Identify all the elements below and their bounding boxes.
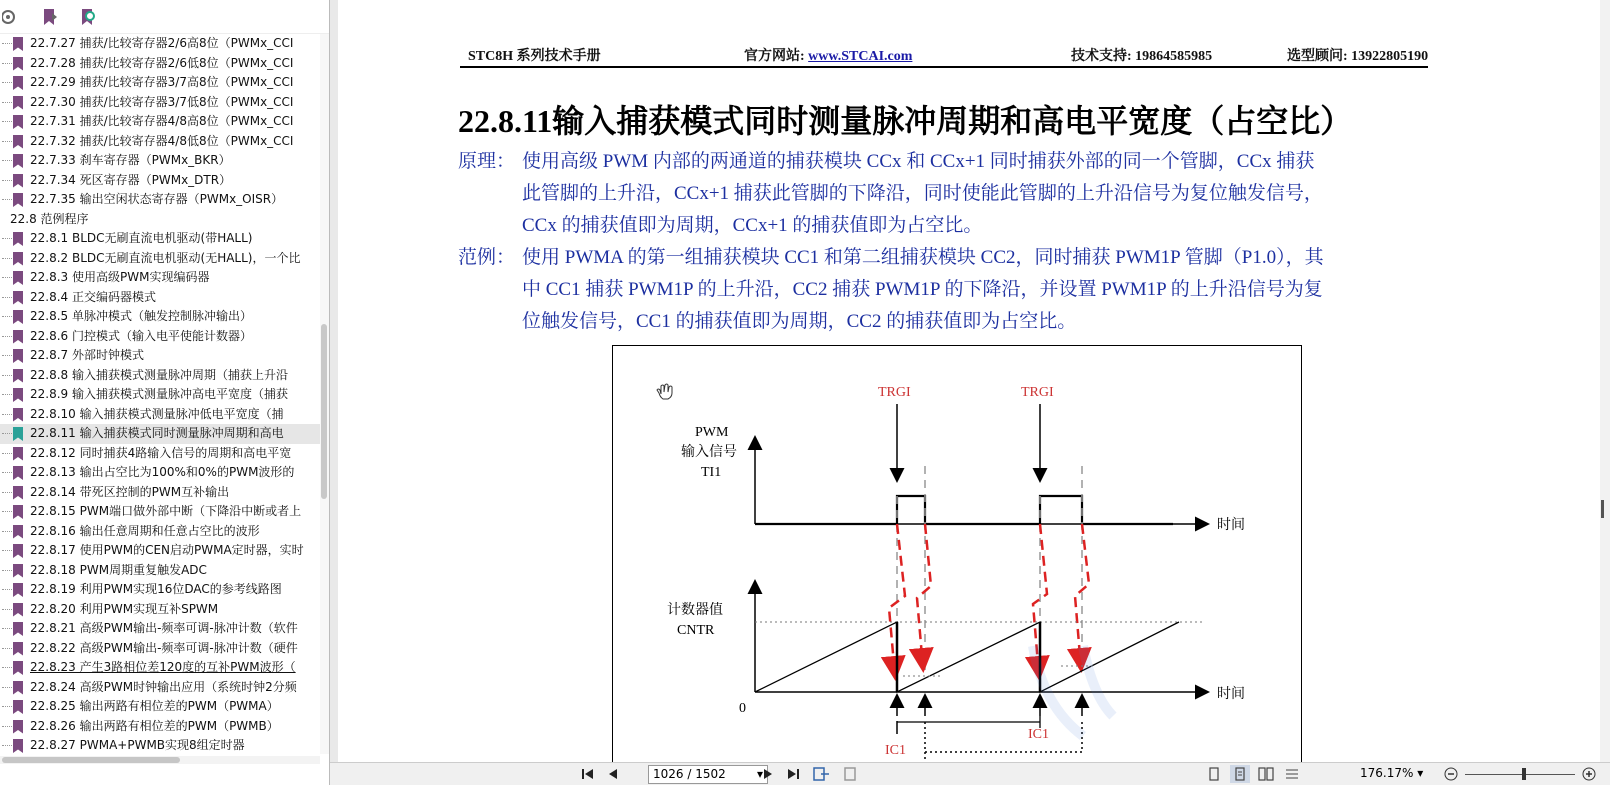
bookmark-icon [13,622,23,636]
bookmark-label: 22.8.8 输入捕获模式测量脉冲周期（捕获上升沿 [30,367,288,382]
bookmark-label: 22.8.5 单脉冲模式（触发控制脉冲输出） [30,309,252,323]
pwm-input-label: PWM [695,425,729,440]
zoom-in-icon[interactable] [1580,765,1598,783]
principle-line: 使用高级 PWM 内部的两通道的捕获模块 CCx 和 CCx+1 同时捕获外部的同一个管脚，CCx 捕获 [522,151,1315,172]
counter-sawtooth [755,622,1179,692]
page-dropdown-icon[interactable]: ▾ [756,767,763,781]
bookmark-item[interactable] [0,483,320,503]
bookmark-label: 22.8.4 正交编码器模式 [30,289,156,304]
sidebar-toolbar [0,0,329,34]
zoom-slider[interactable] [1465,774,1575,775]
bookmark-icon [13,661,23,675]
pwm-input-label: 输入信号 [681,445,737,460]
bookmark-item[interactable] [0,229,320,249]
bookmark-item[interactable] [0,151,320,171]
bookmark-label: 22.8 范例程序 [10,211,89,226]
bookmark-item[interactable] [0,717,320,737]
bookmark-item[interactable] [0,658,320,678]
bookmark-item[interactable] [0,366,320,386]
edge-guide-lines [897,466,1082,676]
ic1-label: IC1 [1028,727,1049,742]
bookmark-icon [13,642,23,656]
bookmark-label: 22.8.16 输出任意周期和任意占空比的波形 [30,523,260,538]
bookmark-label: 22.7.31 捕获/比较寄存器4/8高8位（PWMx_CCI [30,114,294,128]
zoom-out-icon[interactable] [1442,765,1460,783]
section-title: 22.8.11输入捕获模式同时测量脉冲周期和高电平宽度（占空比） [458,103,1353,139]
bookmark-item[interactable] [0,522,320,542]
header-advisor: 选型顾问: 13922805190 [1287,49,1429,64]
document-viewer[interactable] [338,0,1600,762]
bookmark-item[interactable] [0,93,320,113]
bookmark-item[interactable] [0,268,320,288]
bookmark-label: 22.7.35 输出空闲状态寄存器（PWMx_OISR） [30,192,284,206]
sidebar-scrollbar[interactable] [320,34,329,754]
time-axis-label: 时间 [1217,687,1245,702]
last-page-icon[interactable] [785,765,801,783]
continuous-view-icon[interactable] [1230,765,1250,783]
bookmark-item[interactable] [0,561,320,581]
bookmark-label: 22.8.1 BLDC无刷直流电机驱动(带HALL) [30,231,253,245]
bookmark-icon [13,291,23,305]
bookmark-item[interactable] [0,112,320,132]
bookmark-label: 22.8.20 利用PWM实现互补SPWM [30,601,219,616]
bookmark-label: 22.8.19 利用PWM实现16位DAC的参考线路图 [30,582,282,596]
zoom-level-text: 176.17% [1360,766,1414,780]
header-rule [460,66,1428,68]
bookmark-item[interactable] [0,639,320,659]
example-paragraph [458,242,1438,338]
previous-view-icon[interactable] [812,765,832,783]
sidebar-horizontal-scroll-thumb[interactable] [2,757,180,763]
bookmark-icon [13,349,23,363]
bookmark-icon [13,486,23,500]
bookmark-label: 22.8.17 使用PWM的CEN启动PWMA定时器，实时 [30,543,304,557]
bookmark-item[interactable] [0,385,320,405]
bookmark-label: 22.8.11 输入捕获模式同时测量脉冲周期和高电 [30,426,284,440]
bookmark-label: 22.8.14 带死区控制的PWM互补输出 [30,484,230,499]
bookmark-label: 22.8.24 高级PWM时钟输出应用（系统时钟2分频 [30,679,297,694]
bookmark-label: 22.7.29 捕获/比较寄存器3/7高8位（PWMx_CCI [30,75,294,89]
bookmark-icon [13,700,23,714]
previous-page-icon[interactable] [605,765,621,783]
bookmark-label: 22.8.18 PWM周期重复触发ADC [30,562,207,577]
bookmark-item[interactable] [0,34,320,54]
bookmark-icon [13,193,23,207]
bookmark-label: 22.8.9 输入捕获模式测量脉冲高电平宽度（捕获 [30,387,288,401]
next-page-icon[interactable] [760,765,776,783]
bookmark-icon [13,603,23,617]
bookmark-icon [13,739,23,753]
ic1-label: IC1 [885,743,906,758]
bookmark-icon [13,330,23,344]
example-label: 范例： [458,247,516,268]
two-page-continuous-icon[interactable] [1282,765,1302,783]
bookmark-icon [13,427,23,441]
bookmark-icon [13,388,23,402]
bookmark-icon [13,408,23,422]
header-website-label: 官方网站: [744,49,809,64]
bookmark-item[interactable] [0,54,320,74]
bookmark-label: 22.8.22 高级PWM输出-频率可调-脉冲计数（硬件 [30,640,298,655]
stc-watermark [1033,646,1113,736]
bookmark-item[interactable] [0,288,320,308]
principle-line: 此管脚的上升沿，CCx+1 捕获此管脚的下降沿，同时使能此管脚的上升沿信号为复位触发信号， [522,183,1323,204]
bookmark-section[interactable] [0,210,320,230]
time-axis-label: 时间 [1217,518,1245,533]
bookmark-icon [13,447,23,461]
principle-paragraph [458,146,1438,242]
bookmark-label: 22.8.27 PWMA+PWMB实现8组定时器 [30,738,245,752]
page-number-field[interactable] [648,765,768,784]
bookmark-item[interactable] [0,132,320,152]
bookmark-icon [13,135,23,149]
bookmark-item[interactable] [0,424,320,444]
bookmark-icon [13,96,23,110]
bookmark-icon [13,310,23,324]
bookmark-item[interactable] [0,190,320,210]
bookmark-item[interactable] [0,600,320,620]
counter-label: CNTR [677,623,715,638]
first-page-icon[interactable] [580,765,596,783]
bookmark-label: 22.8.7 外部时钟模式 [30,348,144,362]
bookmark-icon [13,564,23,578]
sidebar-scroll-thumb[interactable] [321,324,327,499]
bookmark-item[interactable] [0,307,320,327]
example-line: 使用 PWMA 的第一组捕获模块 CC1 和第二组捕获模块 CC2，同时捕获 PWM1P 管脚（P1.0），其 [522,247,1324,268]
bookmark-label: 22.8.6 门控模式（输入电平使能计数器） [30,328,252,343]
add-bookmark-icon[interactable] [40,7,60,27]
example-line: 中 CC1 捕获 PWM1P 的上升沿，CC2 捕获 PWM1P 的下降沿，并设置 PWM1P 的上升沿信号为复 [522,279,1323,300]
bookmark-icon [13,271,23,285]
bookmark-label: 22.8.3 使用高级PWM实现编码器 [30,270,210,284]
bookmark-icon [13,37,23,51]
bookmark-icon [13,466,23,480]
expand-all-icon[interactable] [2,7,22,27]
capture-trigger-arrows [889,524,1089,676]
bookmark-item[interactable] [0,697,320,717]
bookmark-label: 22.7.33 刹车寄存器（PWMx_BKR） [30,153,231,167]
bookmark-icon [13,174,23,188]
viewer-gutter [330,0,338,762]
bookmark-icon [13,115,23,129]
bookmark-item[interactable] [0,73,320,93]
bookmark-label: 22.7.30 捕获/比较寄存器3/7低8位（PWMx_CCI [30,94,294,109]
bookmark-item[interactable] [0,405,320,425]
sidebar-horizontal-scrollbar[interactable] [0,756,320,764]
bookmark-label: 22.7.27 捕获/比较寄存器2/6高8位（PWMx_CCI [30,36,294,50]
bookmark-icon [13,369,23,383]
bookmark-icon [13,232,23,246]
bookmark-item[interactable] [0,171,320,191]
single-page-view-icon[interactable] [1205,765,1223,783]
bookmark-sidebar [0,0,330,785]
bookmark-icon [13,720,23,734]
two-page-view-icon[interactable] [1256,765,1276,783]
bookmark-icon [13,505,23,519]
header-website [744,45,912,65]
bookmark-tree [0,34,320,754]
bookmark-label: 22.8.21 高级PWM输出-频率可调-脉冲计数（软件 [30,621,298,635]
zoom-dropdown-icon[interactable]: ▾ [1417,766,1424,780]
find-bookmark-icon[interactable] [78,7,98,27]
bookmark-label: 22.8.12 同时捕获4路输入信号的周期和高电平宽 [30,445,292,460]
zoom-level[interactable] [1360,766,1423,780]
bookmark-icon [13,252,23,266]
bookmark-label: 22.7.28 捕获/比较寄存器2/6低8位（PWMx_CCI [30,55,294,70]
capture-timing-diagram [612,345,1302,762]
viewer-scroll-marker[interactable] [1601,500,1604,518]
header-manual-title: STC8H 系列技术手册 [468,49,601,64]
principle-label: 原理： [458,151,516,172]
bookmark-label: 22.7.34 死区寄存器（PWMx_DTR） [30,172,232,187]
timing-diagram-svg [613,346,1303,762]
bookmark-icon [13,76,23,90]
bookmark-label: 22.8.13 输出占空比为100%和0%的PWM波形的 [30,465,295,479]
header-support: 技术支持: 19864585985 [1071,49,1213,64]
bookmark-item[interactable] [0,619,320,639]
bookmark-label: 22.8.23 产生3路相位差120度的互补PWM波形（ [30,660,296,674]
bookmark-icon [13,583,23,597]
bookmark-item[interactable] [0,327,320,347]
next-view-icon[interactable] [838,765,858,783]
counter-label: 计数器值 [667,603,723,618]
trgi-label: TRGI [1021,385,1054,400]
bookmark-icon [13,154,23,168]
bookmark-item[interactable] [0,678,320,698]
page-number-text: 1026 / 1502 [653,767,726,781]
principle-line: CCx 的捕获值即为周期，CCx+1 的捕获值即为占空比。 [522,215,983,236]
bookmark-icon [13,57,23,71]
bookmark-icon [13,544,23,558]
bookmark-label: 22.8.2 BLDC无刷直流电机驱动(无HALL)，一个比 [30,250,301,265]
pwm-pulse-waveform [755,496,1173,524]
bookmark-item[interactable] [0,463,320,483]
bookmark-label: 22.8.25 输出两路有相位差的PWM（PWMA） [30,699,279,713]
pwm-input-label: TI1 [701,465,722,480]
bookmark-icon [13,681,23,695]
zoom-slider-knob[interactable] [1522,768,1526,780]
bookmark-icon [13,525,23,539]
bookmark-label: 22.8.26 输出两路有相位差的PWM（PWMB） [30,718,279,733]
example-line: 位触发信号，CC1 的捕获值即为周期，CC2 的捕获值即为占空比。 [522,311,1077,332]
bookmark-item[interactable] [0,580,320,600]
bookmark-item[interactable] [0,736,320,754]
bookmark-item[interactable] [0,444,320,464]
website-link[interactable]: www.STCAI.com [808,49,913,64]
navigation-bar [330,762,1610,785]
bookmark-item[interactable] [0,502,320,522]
bookmark-item[interactable] [0,541,320,561]
hand-cursor-icon [657,384,672,399]
bookmark-label: 22.8.15 PWM端口做外部中断（下降沿中断或者上 [30,504,302,518]
origin-label: 0 [739,701,746,716]
bookmark-item[interactable] [0,346,320,366]
bookmark-item[interactable] [0,249,320,269]
trgi-label: TRGI [878,385,911,400]
bookmark-label: 22.8.10 输入捕获模式测量脉冲低电平宽度（捕 [30,406,284,421]
bookmark-label: 22.7.32 捕获/比较寄存器4/8低8位（PWMx_CCI [30,133,294,148]
